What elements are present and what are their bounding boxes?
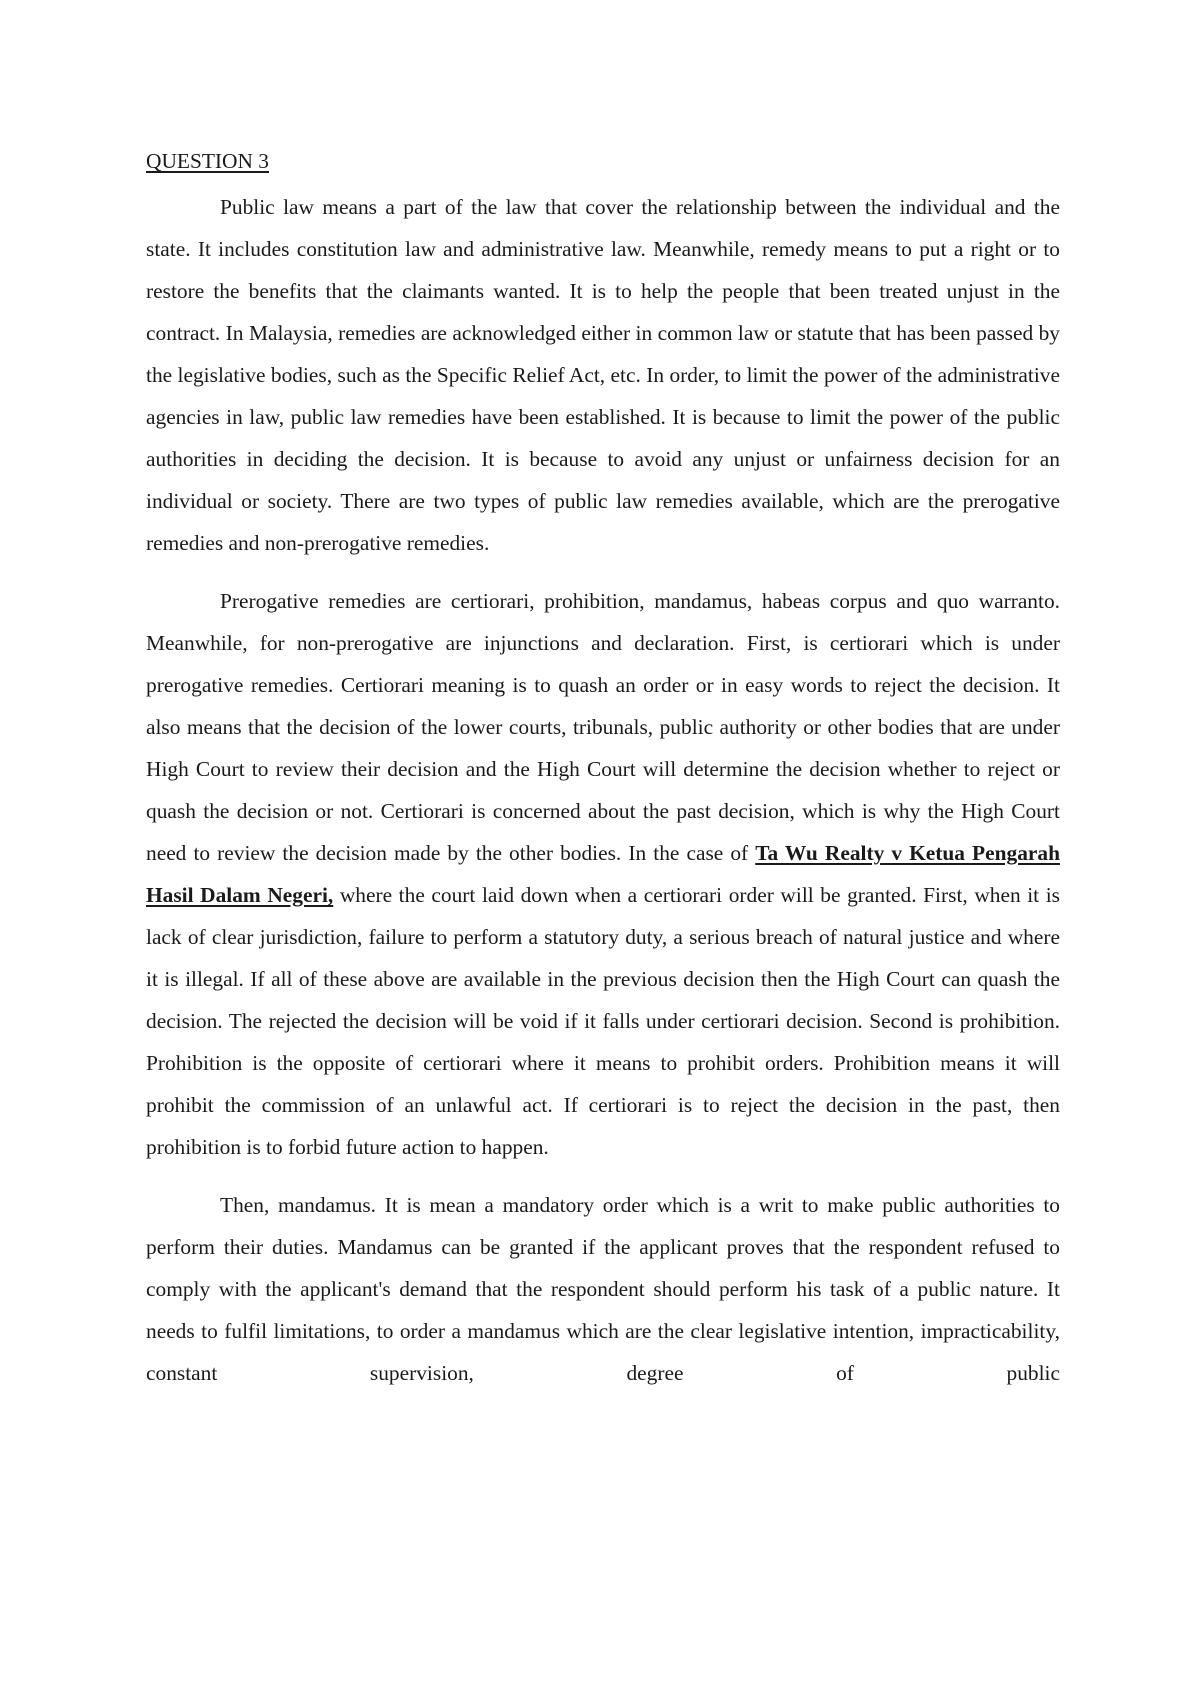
question-heading: QUESTION 3	[146, 149, 269, 173]
case-name: Ta Wu Realty v Ketua Pengarah Hasil Dalam Negeri,	[146, 841, 1060, 907]
paragraph-text-after-case: where the court laid down when a certiorari order will be granted. First, when it is lack of clear jurisdiction, failure to perform a statutory duty, a serious breach of natural justice and where it is illegal. If all of these above are available in the previous decision then the High Court can quash the decision. The rejected the decision will be void if it falls under certiorari decision. Second is prohibition. Prohibition is the opposite of certiorari where it means to prohibit orders. Prohibition means it will prohibit the commission of an unlawful act. If certiorari is to reject the decision in the past, then prohibition is to forbid future action to happen.	[146, 883, 1060, 1159]
paragraph-prerogative-remedies	[146, 580, 1060, 1168]
paragraph-public-law: Public law means a part of the law that cover the relationship between the individual and the state. It includes constitution law and administrative law. Meanwhile, remedy means to put a right or to restore the benefits that the claimants wanted. It is to help the people that been treated unjust in the contract. In Malaysia, remedies are acknowledged either in common law or statute that has been passed by the legislative bodies, such as the Specific Relief Act, etc. In order, to limit the power of the administrative agencies in law, public law remedies have been established. It is because to limit the power of the public authorities in deciding the decision. It is because to avoid any unjust or unfairness decision for an individual or society. There are two types of public law remedies available, which are the prerogative remedies and non-prerogative remedies.	[146, 195, 1060, 555]
paragraph-mandamus: Then, mandamus. It is mean a mandatory order which is a writ to make public authorities to perform their duties. Mandamus can be granted if the applicant proves that the respondent refused to comply with the applicant's demand that the respondent should perform his task of a public nature. It needs to fulfil limitations, to order a mandamus which are the clear legislative intention, impracticability, constant supervision, degree of public	[146, 1193, 1060, 1385]
paragraph-text-before-case: Prerogative remedies are certiorari, prohibition, mandamus, habeas corpus and quo warranto. Meanwhile, for non-prerogative are injunctions and declaration. First, is certiorari which is under prerogative remedies. Certiorari meaning is to quash an order or in easy words to reject the decision. It also means that the decision of the lower courts, tribunals, public authority or other bodies that are under High Court to review their decision and the High Court will determine the decision whether to reject or quash the decision or not. Certiorari is concerned about the past decision, which is why the High Court need to review the decision made by the other bodies. In the case of	[146, 589, 1060, 865]
document-body	[146, 146, 1060, 1394]
